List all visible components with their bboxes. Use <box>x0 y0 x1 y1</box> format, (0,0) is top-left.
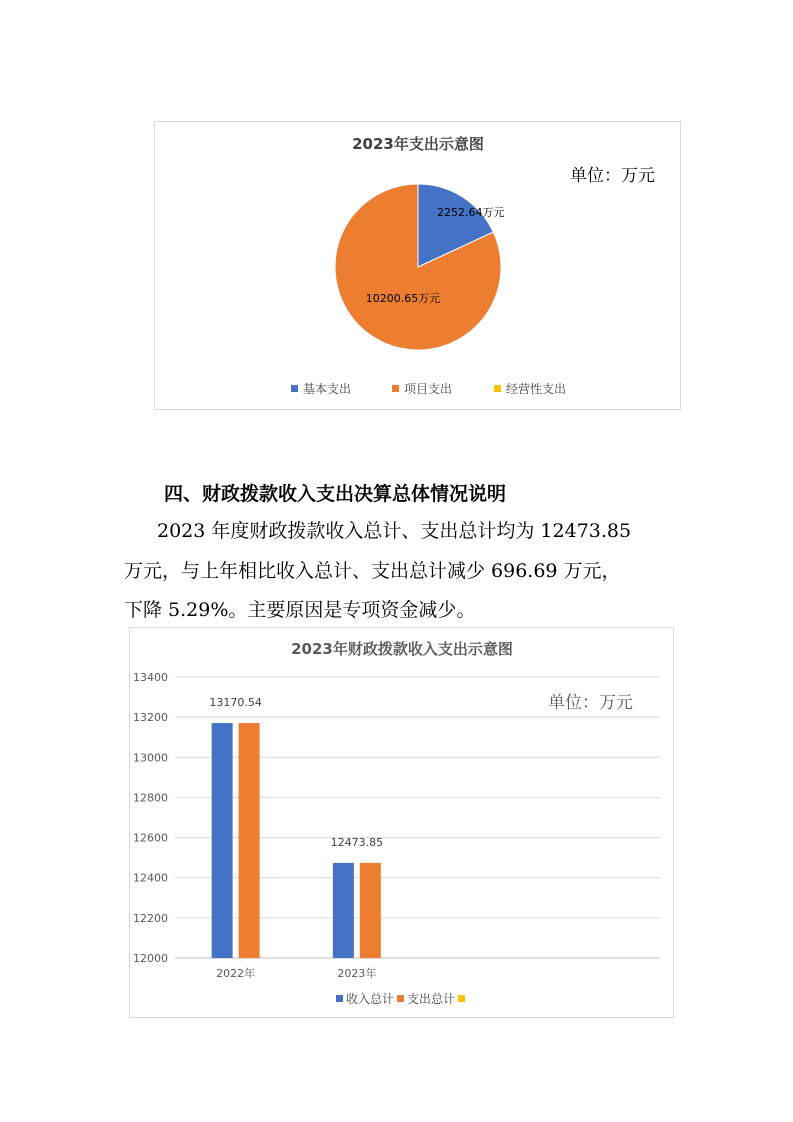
bar-1-1 <box>212 723 233 958</box>
x-tick-label-1: 2022年 <box>216 967 256 980</box>
bar-2-1 <box>333 863 354 958</box>
bar-chart-panel <box>129 627 674 1018</box>
y-tick-label-12200: 12200 <box>133 911 168 925</box>
bar-legend-label-1: 收入总计 <box>346 992 395 1006</box>
pie-legend-label-2: 项目支出 <box>404 382 453 396</box>
paragraph-line-1: 2023 年度财政拨款收入总计、支出总计均为 12473.85 <box>157 520 632 542</box>
x-tick-label-2: 2023年 <box>337 967 377 980</box>
y-tick-label-13400: 13400 <box>133 671 168 684</box>
bar-unit-note: 单位：万元 <box>548 693 633 713</box>
bar-data-label-2: 12473.85 <box>330 835 384 849</box>
pie-legend-label-3: 经营性支出 <box>506 382 567 396</box>
bar-legend-swatch-2 <box>397 995 404 1002</box>
y-tick-label-12800: 12800 <box>133 791 168 805</box>
bar-2-2 <box>360 863 381 958</box>
pie-legend-label-1: 基本支出 <box>303 382 352 396</box>
section-heading: 四、财政拨款收入支出决算总体情况说明 <box>164 483 507 505</box>
pie-legend-swatch-3 <box>494 385 501 392</box>
pie-title: 2023年支出示意图 <box>352 135 484 153</box>
bar-1-2 <box>239 723 260 958</box>
y-tick-label-12000: 12000 <box>133 952 168 965</box>
y-tick-label-13200: 13200 <box>133 711 168 725</box>
bar-legend-label-2: 支出总计 <box>407 992 456 1006</box>
y-tick-label-12600: 12600 <box>133 831 168 845</box>
paragraph-line-3: 下降 5.29%。主要原因是专项资金减少。 <box>124 599 476 621</box>
bar-title: 2023年财政拨款收入支出示意图 <box>291 640 513 658</box>
pie-data-label-2: 10200.65万元 <box>365 292 441 305</box>
pie-legend-swatch-2 <box>392 385 399 392</box>
pie-unit-note: 单位：万元 <box>570 166 655 186</box>
bar-chart <box>130 628 675 1019</box>
y-tick-label-12400: 12400 <box>133 871 168 885</box>
pie-chart-panel <box>154 121 681 410</box>
pie-chart <box>155 122 682 411</box>
bar-legend-swatch-3 <box>458 995 465 1002</box>
pie-legend-swatch-1 <box>291 385 298 392</box>
paragraph-line-2: 万元，与上年相比收入总计、支出总计减少 696.69 万元， <box>124 560 621 582</box>
y-tick-label-13000: 13000 <box>133 751 168 765</box>
bar-legend-swatch-1 <box>336 995 343 1002</box>
pie-data-label-1: 2252.64万元 <box>437 206 505 219</box>
bar-data-label-1: 13170.54 <box>209 696 262 710</box>
